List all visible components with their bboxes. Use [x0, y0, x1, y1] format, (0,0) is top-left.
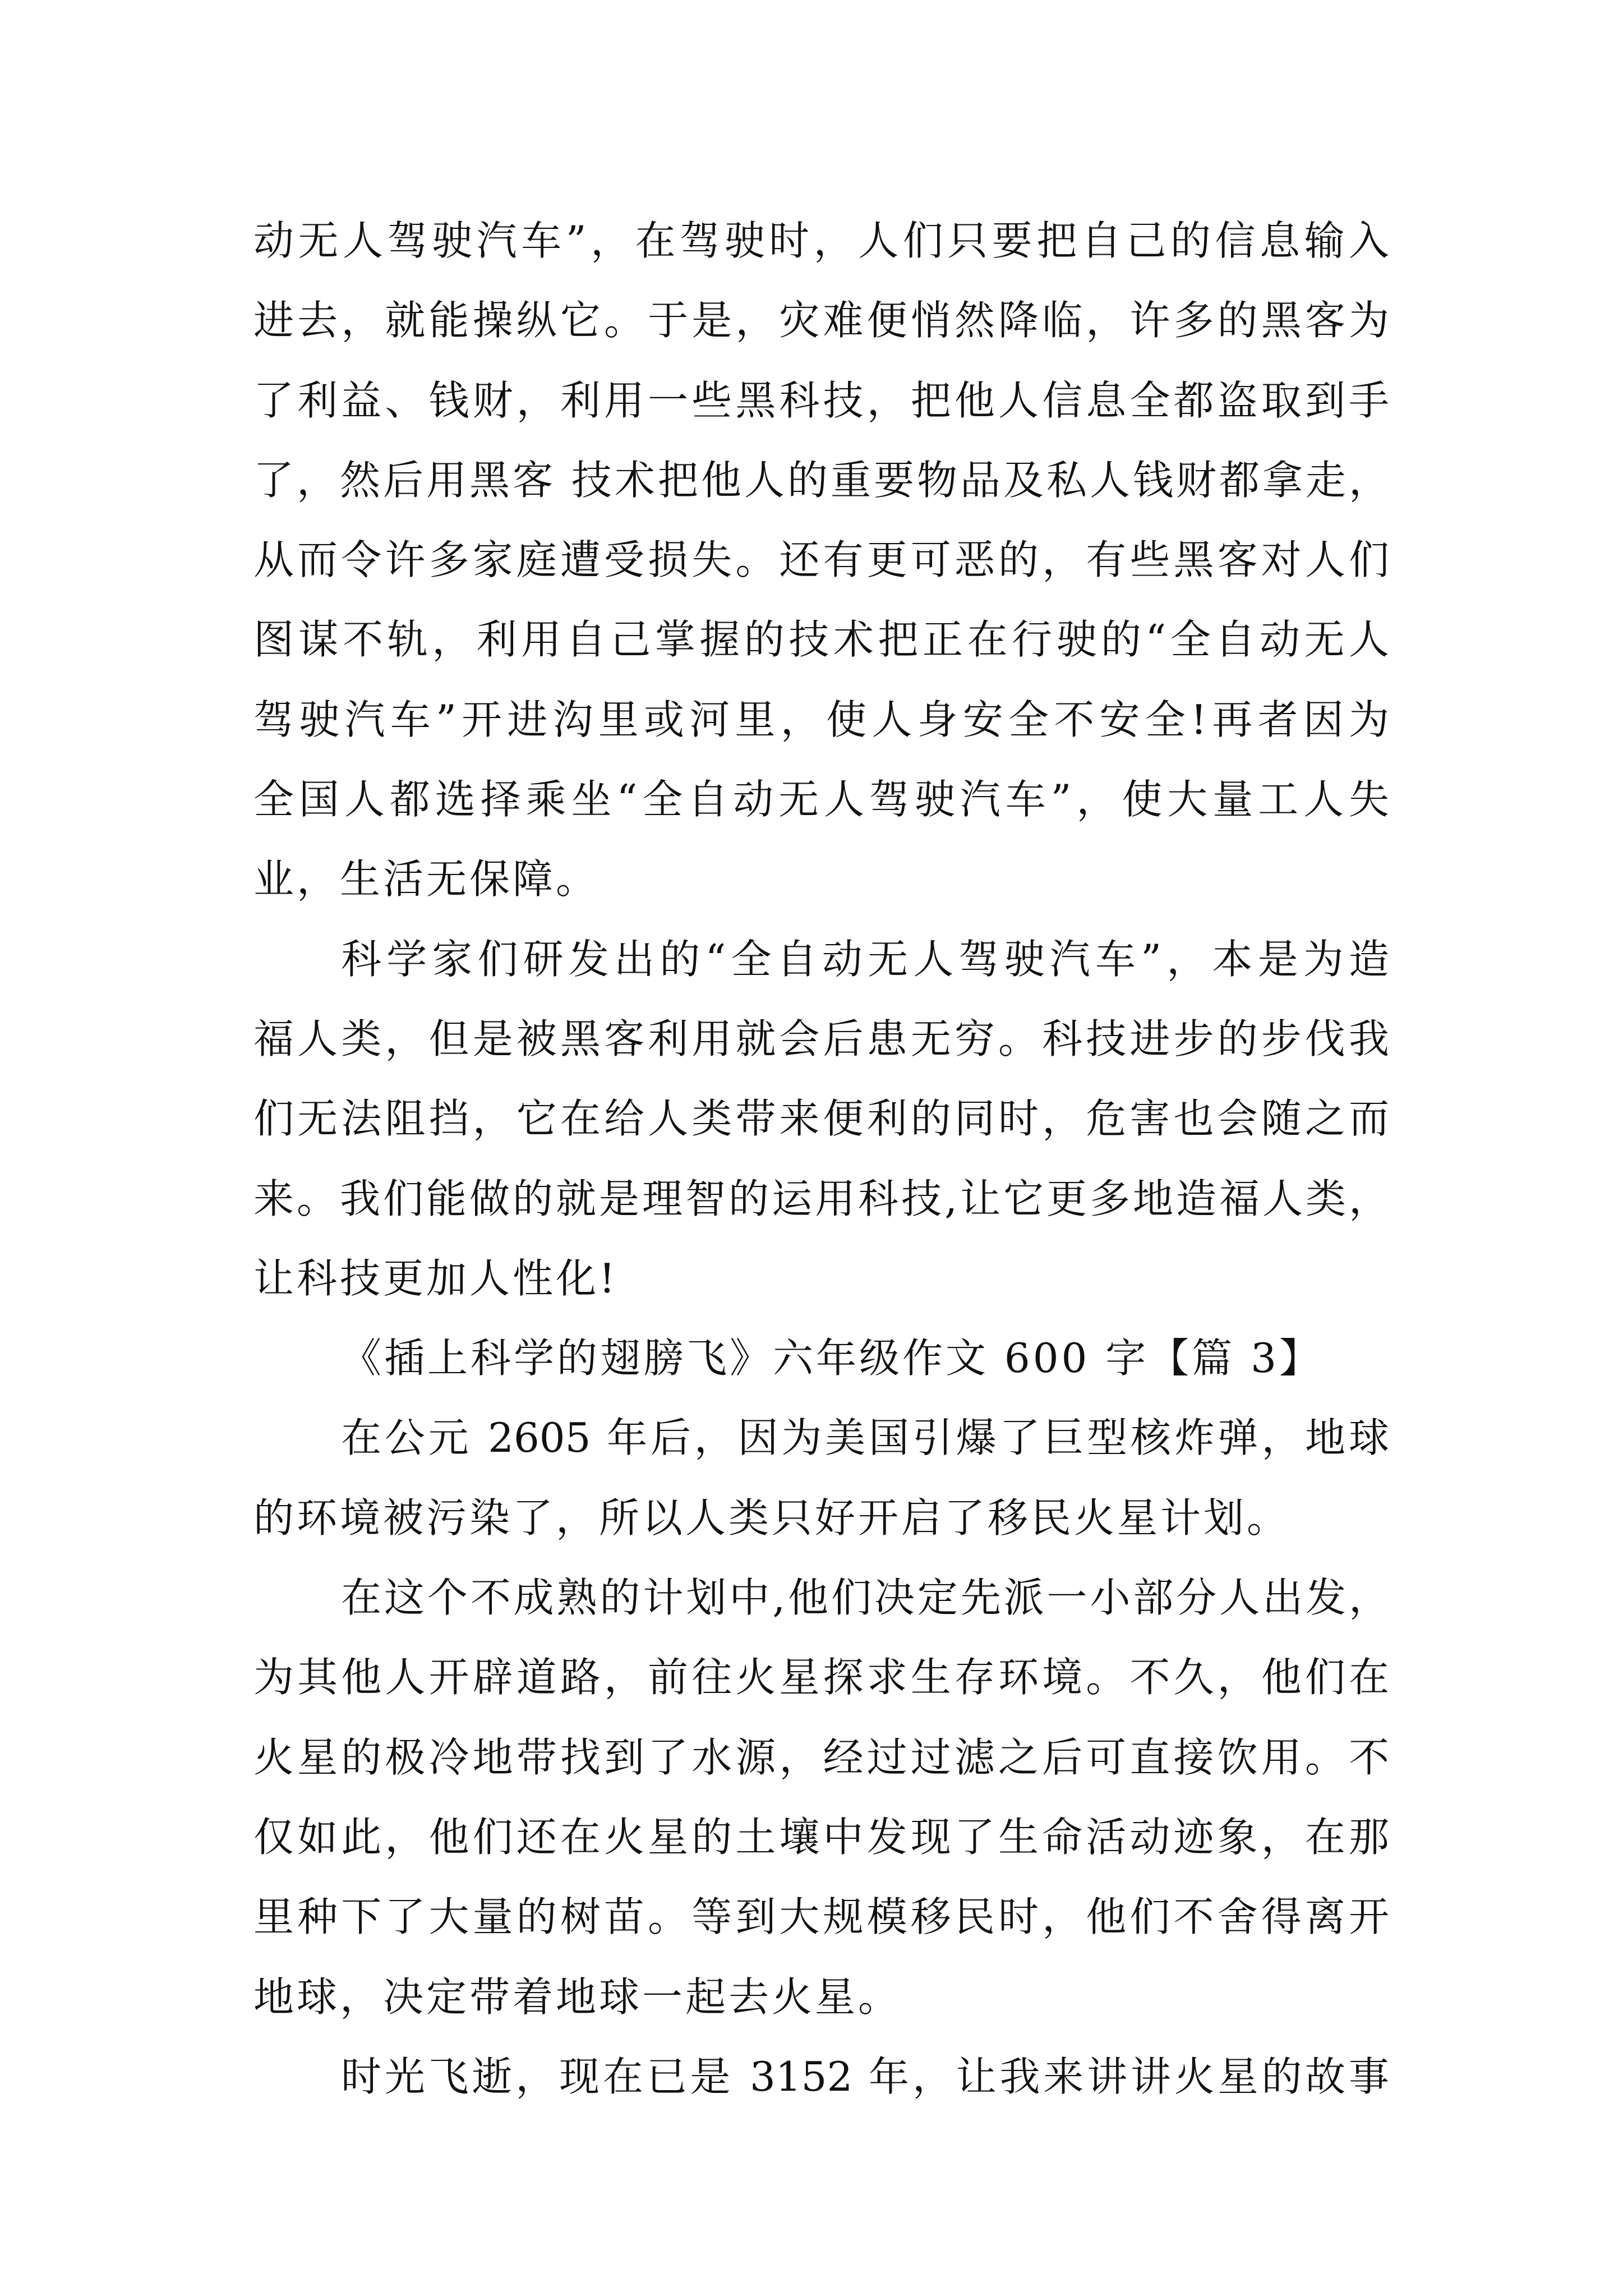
text-line: 驾驶汽车”开进沟里或河里，使人身安全不安全!再者因为 — [253, 696, 1389, 743]
text-line: 在公元 2605 年后，因为美国引爆了巨型核炸弹，地球 — [341, 1414, 1389, 1462]
text-line: 从而令许多家庭遭受损失。还有更可恶的，有些黑客对人们 — [253, 536, 1389, 584]
heading-line: 《插上科学的翅膀飞》六年级作文 600 字【篇 3】 — [341, 1335, 1322, 1382]
text-line: 火星的极冷地带找到了水源，经过过滤之后可直接饮用。不 — [253, 1733, 1389, 1781]
text-line: 全国人都选择乘坐“全自动无人驾驶汽车”，使大量工人失 — [253, 776, 1389, 823]
paragraph — [253, 2037, 1389, 2116]
text-line: 时光飞逝，现在已是 3152 年，让我来讲讲火星的故事 — [341, 2053, 1389, 2100]
text-line: 了，然后用黑客 技术把他人的重要物品及私人钱财都拿走， — [253, 456, 1389, 504]
text-line: 里种下了大量的树苗。等到大规模移民时，他们不舍得离开 — [253, 1893, 1389, 1941]
text-line: 的环境被污染了，所以人类只好开启了移民火星计划。 — [253, 1494, 1290, 1542]
paragraph — [253, 201, 1389, 919]
text-line: 动无人驾驶汽车”，在驾驶时，人们只要把自己的信息输入 — [253, 217, 1389, 264]
text-line: 业，生活无保障。 — [253, 855, 600, 903]
paragraph — [253, 1398, 1389, 1558]
essay-heading — [253, 1318, 1389, 1398]
text-line: 仅如此，他们还在火星的土壤中发现了生命活动迹象，在那 — [253, 1813, 1389, 1861]
paragraph — [253, 1558, 1389, 2037]
paragraph — [253, 919, 1389, 1318]
text-line: 图谋不轨，利用自己掌握的技术把正在行驶的“全自动无人 — [253, 616, 1389, 664]
text-line: 进去，就能操纵它。于是，灾难便悄然降临，许多的黑客为 — [253, 297, 1389, 344]
text-line: 为其他人开辟道路，前往火星探求生存环境。不久，他们在 — [253, 1654, 1389, 1701]
text-line: 在这个不成熟的计划中,他们决定先派一小部分人出发， — [341, 1574, 1389, 1622]
text-line: 了利益、钱财，利用一些黑科技，把他人信息全都盗取到手 — [253, 376, 1389, 424]
text-line: 福人类，但是被黑客利用就会后患无穷。科技进步的步伐我 — [253, 1015, 1389, 1062]
text-line: 地球，决定带着地球一起去火星。 — [253, 1973, 902, 2021]
text-line: 来。我们能做的就是理智的运用科技,让它更多地造福人类， — [253, 1175, 1389, 1222]
text-body — [253, 201, 1389, 2116]
text-line: 们无法阻挡，它在给人类带来便利的同时，危害也会随之而 — [253, 1095, 1389, 1143]
text-line: 科学家们研发出的“全自动无人驾驶汽车”，本是为造 — [341, 935, 1389, 983]
text-line: 让科技更加人性化! — [253, 1254, 618, 1302]
